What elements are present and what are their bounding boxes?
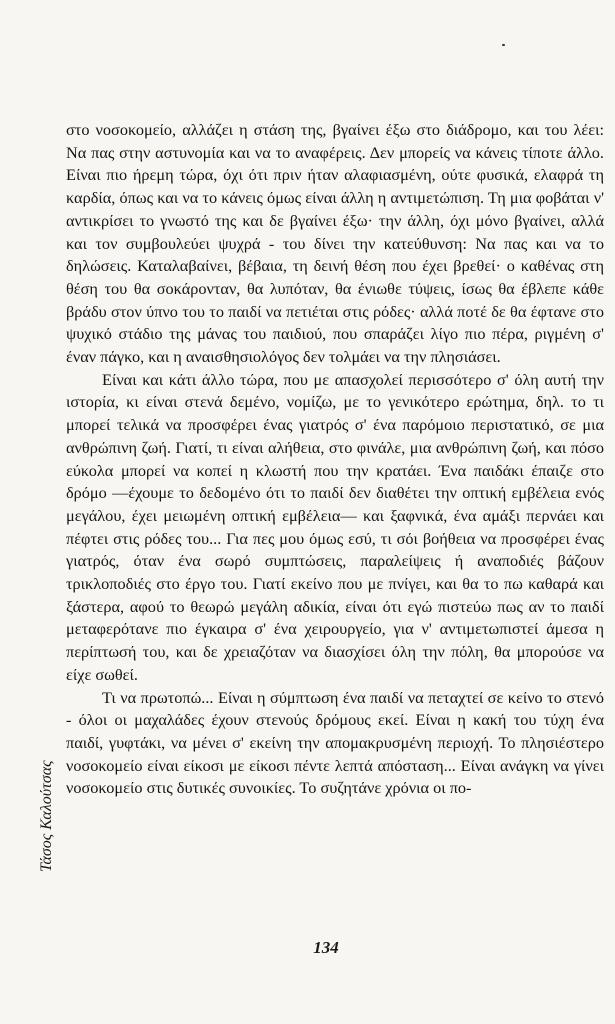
body-text: [66, 119, 604, 800]
paragraph-1: στο νοσοκομείο, αλλάζει η στάση της, βγαίνει έξω στο διάδρομο, και του λέει: Να πας στην αστυνομία και να το αναφέρεις. Δεν μπορείς να κάνεις τίποτε άλλο. Είναι πιο ήρεμη τώρα, όχι ότι πριν ήταν αλαφιασμένη, ούτε φυσικά, ελαφρά τη καρδία, όπως και να το κάνεις όμως είναι άλλη η αντιμετώπιση. Τη μια φοβάται ν' αντικρίσει το γνωστό της και δε βγαίνει έξω· την άλλη, όχι μόνο βγαίνει, αλλά και τον συμβουλεύει ψυχρά - του δίνει την κατεύθυνση: Να πας και να το δηλώσεις. Καταλαβαίνει, βέβαια, τη δεινή θέση που έχει βρεθεί· ο καθένας στη θέση του θα σοκάρονταν, θα λυπόταν, θα ένιωθε τύψεις, ίσως θα έβλεπε κάθε βράδυ στον ύπνο του το παιδί να πετιέται στις ρόδες· αλλά ποτέ δε θα έφτανε στο ψυχικό στάδιο της μάνας του παιδιού, που σπαράζει λίγο πιο πέρα, ριγμένη σ' έναν πάγκο, και η αναισθησιολόγος δεν τολμάει να την πλησιάσει.: [66, 120, 604, 367]
ink-speck: [502, 44, 505, 46]
author-margin-label: Τάσος Καλούτσας: [38, 760, 55, 872]
paragraph-3: Τι να πρωτοπώ... Είναι η σύμπτωση ένα παιδί να πεταχτεί σε κείνο το στενό - όλοι οι μαχαλάδες έχουν στενούς δρόμους εκεί. Είναι η κακή του τύχη ένα παιδί, γυφτάκι, να μένει σ' εκείνη την απομακρυσμένη περιοχή. Το πλησιέστερο νοσοκομείο είναι είκοσι με είκοσι πέντε λεπτά απόσταση... Είναι ανάγκη να γίνει νοσοκομείο στις δυτικές συνοικίες. Το συζητάνε χρόνια οι πο-: [66, 687, 604, 798]
paragraph-2: Είναι και κάτι άλλο τώρα, που με απασχολεί περισσότερο σ' όλη αυτή την ιστορία, κι είναι στενά δεμένο, νομίζω, με το γενικότερο ερώτημα, δηλ. το τι μπορεί τελικά να προσφέρει ένας γιατρός σ' ένα παρόμοιο περιστατικό, σε μια ανθρώπινη ζωή. Γιατί, τι είναι αλήθεια, στο φινάλε, μια ανθρώπινη ζωή, και πόσο εύκολα μπορεί να κοπεί η κλωστή που την κρατάει. Ένα παιδάκι έπαιζε στο δρόμο —έχουμε το δεδομένο ότι το παιδί δεν διαθέτει την οπτική εμβέλεια ενός μεγάλου, έχει μειωμένη οπτική εμβέλεια— και ξαφνικά, ένα αμάξι περνάει και πέφτει στις ρόδες του... Για πες μου όμως εσύ, τι σόι βοήθεια να προσφέρει ένας γιατρός, όταν ένα σωρό συμπτώσεις, παραλείψεις ή αναποδιές βάζουν τρικλοποδιές στο έργο του. Γιατί εκείνο που με πνίγει, και θα το πω καθαρά και ξάστερα, αφού το θεωρώ μεγάλη αδικία, είναι ότι εγώ πιστεύω πως αν το παιδί μεταφερότανε πιο έγκαιρα σ' ένα χειρουργείο, για ν' αντιμετωπιστεί άμεσα η περίπτωσή του, και δε χρειαζόταν να διασχίσει όλη την πόλη, θα μπορούσε να είχε σωθεί.: [66, 369, 604, 684]
page-number: 134: [313, 938, 339, 957]
